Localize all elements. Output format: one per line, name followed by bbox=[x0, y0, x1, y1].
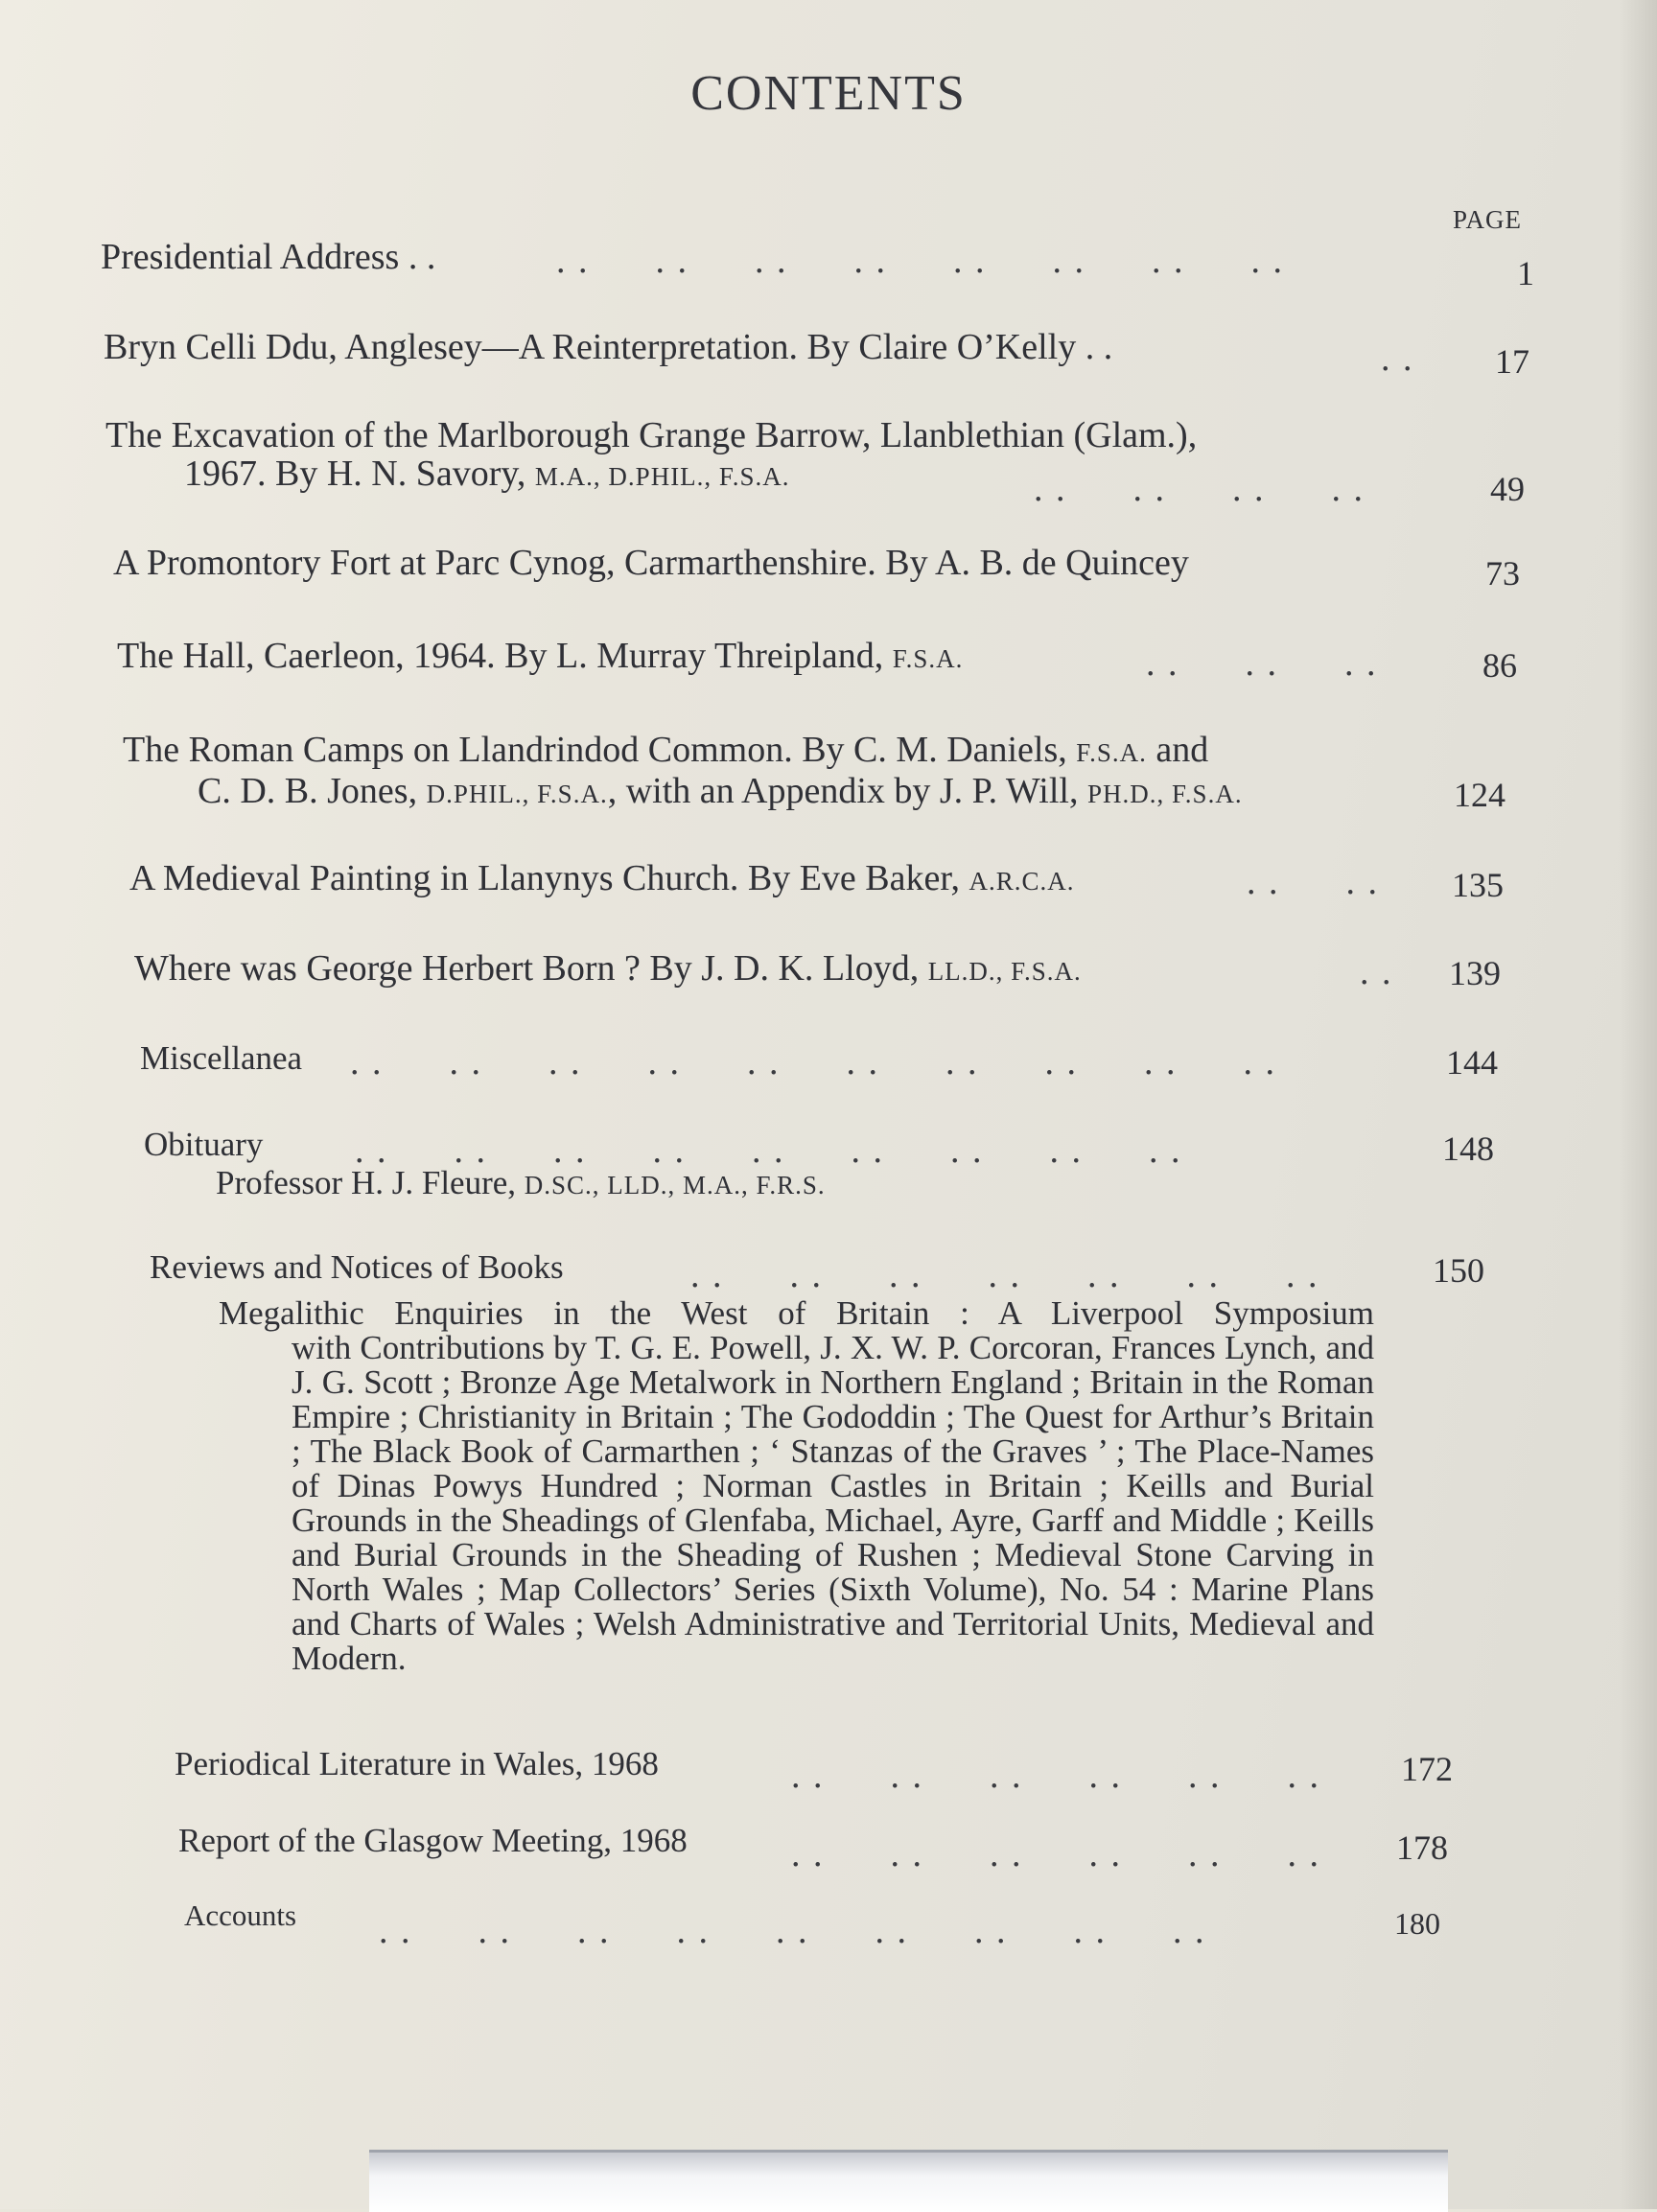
page-number: 150 bbox=[1433, 1251, 1484, 1290]
entry-author: C. D. B. Jones, bbox=[198, 771, 427, 811]
entry-title: Miscellanea bbox=[140, 1039, 303, 1077]
page-number: 178 bbox=[1396, 1828, 1448, 1867]
page-shadow bbox=[1619, 0, 1657, 2209]
page-number: 86 bbox=[1482, 646, 1517, 685]
leader-dots: . . . . . . bbox=[1146, 643, 1378, 684]
entry-title-end: and bbox=[1146, 730, 1209, 770]
entry-accounts bbox=[184, 1897, 296, 1935]
entry-title: Where was George Herbert Born ? By J. D. K. Lloyd, bbox=[134, 948, 928, 989]
leader-dots: . . . . . . . . . . . . bbox=[791, 1834, 1320, 1874]
entry-degrees: F.S.A. bbox=[892, 644, 964, 673]
entry-periodical-literature bbox=[175, 1745, 659, 1783]
page-number: 73 bbox=[1485, 554, 1520, 593]
entry-bryn-celli-ddu bbox=[104, 328, 1112, 366]
entry-degrees: D.PHIL., F.S.A. bbox=[426, 780, 608, 808]
entry-roman-camps bbox=[123, 731, 1243, 813]
page-number: 148 bbox=[1442, 1129, 1494, 1168]
book-stand-edge bbox=[369, 2150, 1448, 2212]
entry-title-line-2 bbox=[123, 772, 1243, 813]
page-column-label: PAGE bbox=[1453, 205, 1523, 234]
reviews-list-first-line: Megalithic Enquiries in the West of Britain : A Liverpool Symposium bbox=[219, 1294, 1374, 1332]
entry-title: The Roman Camps on Llandrindod Common. By C. M. Daniels, bbox=[123, 730, 1077, 770]
entry-promontory-fort bbox=[113, 544, 1189, 582]
entry-title-line-1 bbox=[123, 731, 1243, 772]
page-number: 180 bbox=[1394, 1906, 1440, 1941]
obituary-degrees: D.SC., LLD., M.A., F.R.S. bbox=[524, 1171, 826, 1199]
entry-title: Reviews and Notices of Books bbox=[150, 1248, 564, 1286]
entry-title: A Medieval Painting in Llanynys Church. By Eve Baker, bbox=[129, 858, 969, 898]
page-number: 124 bbox=[1454, 776, 1505, 814]
entry-george-herbert bbox=[134, 949, 1082, 990]
leader-dots: . . . . . . . . . . . . . . . . . . . . bbox=[350, 1042, 1276, 1083]
leader-dots: . . bbox=[1381, 338, 1414, 379]
entry-title: Accounts bbox=[184, 1898, 297, 1932]
page-number: 49 bbox=[1490, 470, 1525, 508]
page-number: 144 bbox=[1446, 1043, 1498, 1082]
entry-degrees: LL.D., F.S.A. bbox=[927, 957, 1082, 986]
entry-degrees: PH.D., F.S.A. bbox=[1086, 780, 1243, 808]
leader-dots: . . . . bbox=[1247, 862, 1379, 902]
entry-presidential-address bbox=[101, 238, 435, 276]
entry-miscellanea bbox=[140, 1039, 302, 1078]
entry-medieval-painting bbox=[129, 859, 1075, 900]
page-number: 1 bbox=[1517, 254, 1534, 292]
entry-glasgow-meeting bbox=[178, 1822, 688, 1860]
entry-degrees: A.R.C.A. bbox=[969, 867, 1075, 896]
obituary-name: Professor H. J. Fleure, bbox=[216, 1164, 525, 1201]
entry-reviews bbox=[150, 1248, 564, 1287]
reviews-list-rest: with Contributions by T. G. E. Powell, J. X. W. P. Corcoran, Frances Lynch, and J. G. Scott ; Bronze Age Metalwork in Northern England ; Britain in the Roman Empire ; Christianity in Britain ; The Gododdin ; The Quest for Arthur’s Britain ; The Black Book of Carmarthen ; ‘ Stanzas of the Graves ’ ; The Place-Names of Dinas Powys Hundred ; Norman Castles in Britain ; Keills and Burial Grounds in the Sheadings of Glenfaba, Michael, Ayre, Garff and Middle ; Keills and Burial Grounds in the Sheading of Rushen ; Medieval Stone Carving in North Wales ; Map Collectors’ Series (Sixth Volume), No. 54 : Marine Plans and Charts of Wales ; Welsh Administrative and Territorial Units, Medieval and Modern. bbox=[292, 1329, 1374, 1677]
leader-dots: . . bbox=[1360, 952, 1393, 992]
entry-title: A Promontory Fort at Parc Cynog, Carmarthenshire. By A. B. de Quincey bbox=[113, 543, 1189, 583]
entry-degrees: F.S.A. bbox=[1076, 738, 1147, 767]
leader-dots: . . . . . . . . . . . . . . bbox=[690, 1255, 1319, 1295]
leader-dots: . . . . . . . . . . . . . . . . . . bbox=[355, 1130, 1182, 1171]
entry-title: Report of the Glasgow Meeting, 1968 bbox=[178, 1822, 688, 1859]
page-number: 139 bbox=[1449, 954, 1501, 992]
entry-title: Obituary bbox=[144, 1126, 264, 1163]
page-number: 135 bbox=[1452, 866, 1504, 904]
obituary-subject bbox=[216, 1166, 826, 1202]
entry-title: Presidential Address . . bbox=[101, 237, 436, 277]
entry-degrees: M.A., D.PHIL., F.S.A. bbox=[534, 462, 790, 491]
leader-dots: . . . . . . . . bbox=[1034, 469, 1365, 509]
entry-hall-caerleon bbox=[117, 637, 963, 678]
page-number: 172 bbox=[1401, 1750, 1453, 1788]
leader-dots: . . . . . . . . . . . . bbox=[791, 1756, 1320, 1796]
contents-heading: CONTENTS bbox=[690, 66, 967, 121]
entry-title: Bryn Celli Ddu, Anglesey—A Reinterpretation. By Claire O’Kelly . . bbox=[104, 327, 1113, 367]
entry-title: Periodical Literature in Wales, 1968 bbox=[175, 1745, 659, 1782]
leader-dots: . . . . . . . . . . . . . . . . . . bbox=[379, 1911, 1206, 1951]
entry-appendix: , with an Appendix by J. P. Will, bbox=[607, 771, 1087, 811]
leader-dots: . . . . . . . . . . . . . . . . bbox=[556, 241, 1284, 281]
entry-author: 1967. By H. N. Savory, bbox=[184, 454, 535, 494]
entry-title-line-1: The Excavation of the Marlborough Grange Barrow, Llanblethian (Glam.), bbox=[105, 415, 1198, 455]
reviews-list bbox=[219, 1296, 1374, 1676]
entry-obituary bbox=[144, 1126, 263, 1164]
entry-title: The Hall, Caerleon, 1964. By L. Murray Threipland, bbox=[117, 636, 893, 676]
page-number: 17 bbox=[1495, 342, 1529, 381]
